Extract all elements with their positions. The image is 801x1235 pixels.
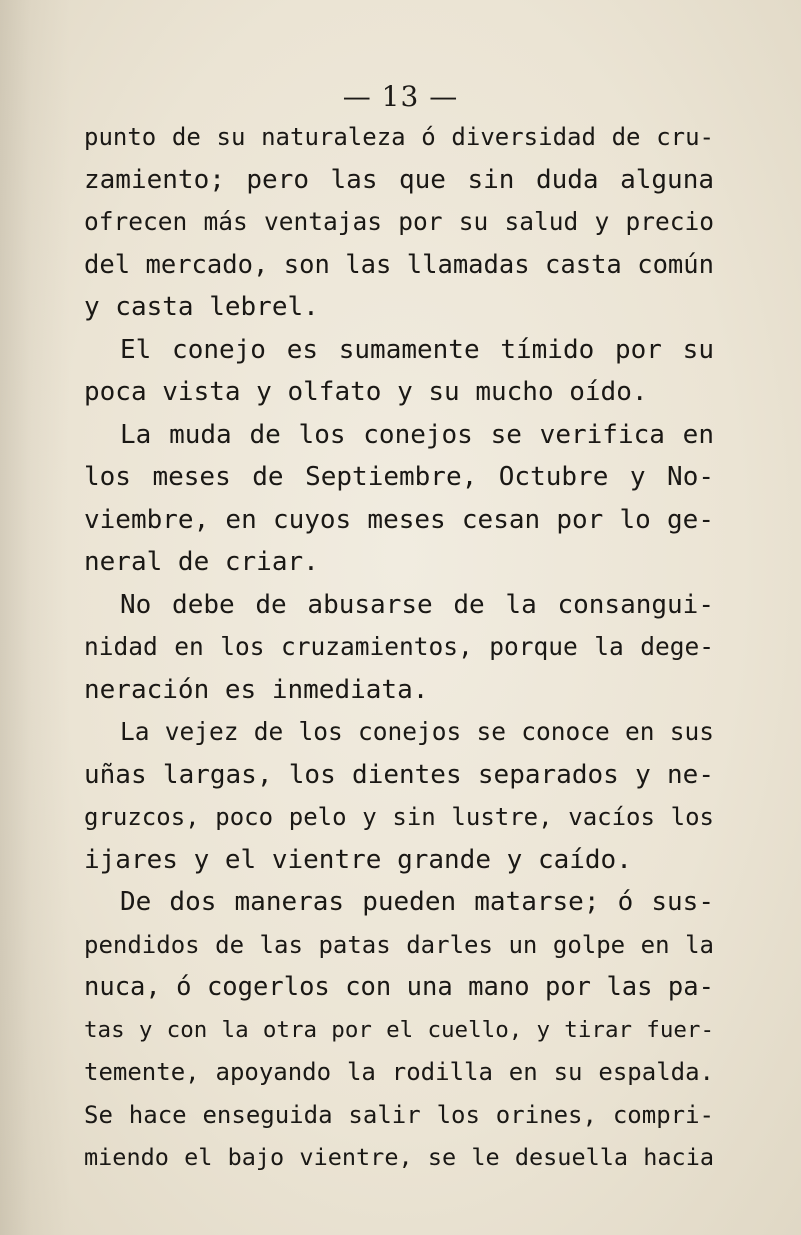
- text-line: y casta lebrel.: [84, 292, 319, 322]
- text-line: Se hace enseguida salir los orines, compri-: [84, 1100, 714, 1129]
- text-line: nidad en los cruzamientos, porque la dege-: [84, 632, 714, 661]
- text-line: uñas largas, los dientes separados y ne-: [84, 759, 714, 790]
- text-line: nuca, ó cogerlos con una mano por las pa-: [84, 972, 714, 1002]
- body-text: [84, 116, 714, 1179]
- text-line: pendidos de las patas darles un golpe en la: [84, 930, 714, 959]
- text-line: ofrecen más ventajas por su salud y precio: [84, 207, 714, 236]
- text-line: De dos maneras pueden matarse; ó sus-: [120, 887, 714, 917]
- text-line: neración es inmediata.: [84, 674, 429, 705]
- text-line: No debe de abusarse de la consangui-: [120, 589, 714, 620]
- text-line: viembre, en cuyos meses cesan por lo ge-: [84, 504, 714, 535]
- text-line: El conejo es sumamente tímido por su: [120, 334, 714, 365]
- text-line: La vejez de los conejos se conoce en sus: [120, 717, 714, 746]
- text-line: temente, apoyando la rodilla en su espalda.: [84, 1058, 714, 1086]
- text-line: tas y con la otra por el cuello, y tirar fuer-: [84, 1016, 714, 1043]
- text-line: zamiento; pero las que sin duda alguna: [84, 164, 714, 195]
- text-line: los meses de Septiembre, Octubre y No-: [84, 462, 714, 492]
- text-line: miendo el bajo vientre, se le desuella hacia: [84, 1143, 714, 1171]
- text-line: La muda de los conejos se verifica en: [120, 419, 714, 450]
- text-line: poca vista y olfato y su mucho oído.: [84, 377, 648, 407]
- text-line: gruzcos, poco pelo y sin lustre, vacíos los: [84, 803, 714, 831]
- text-line: neral de criar.: [84, 547, 319, 577]
- page-number: — 13 —: [342, 80, 459, 113]
- text-line: ijares y el vientre grande y caído.: [84, 844, 632, 875]
- text-line: del mercado, son las llamadas casta común: [84, 249, 714, 280]
- text-line: punto de su naturaleza ó diversidad de cru-: [84, 123, 714, 151]
